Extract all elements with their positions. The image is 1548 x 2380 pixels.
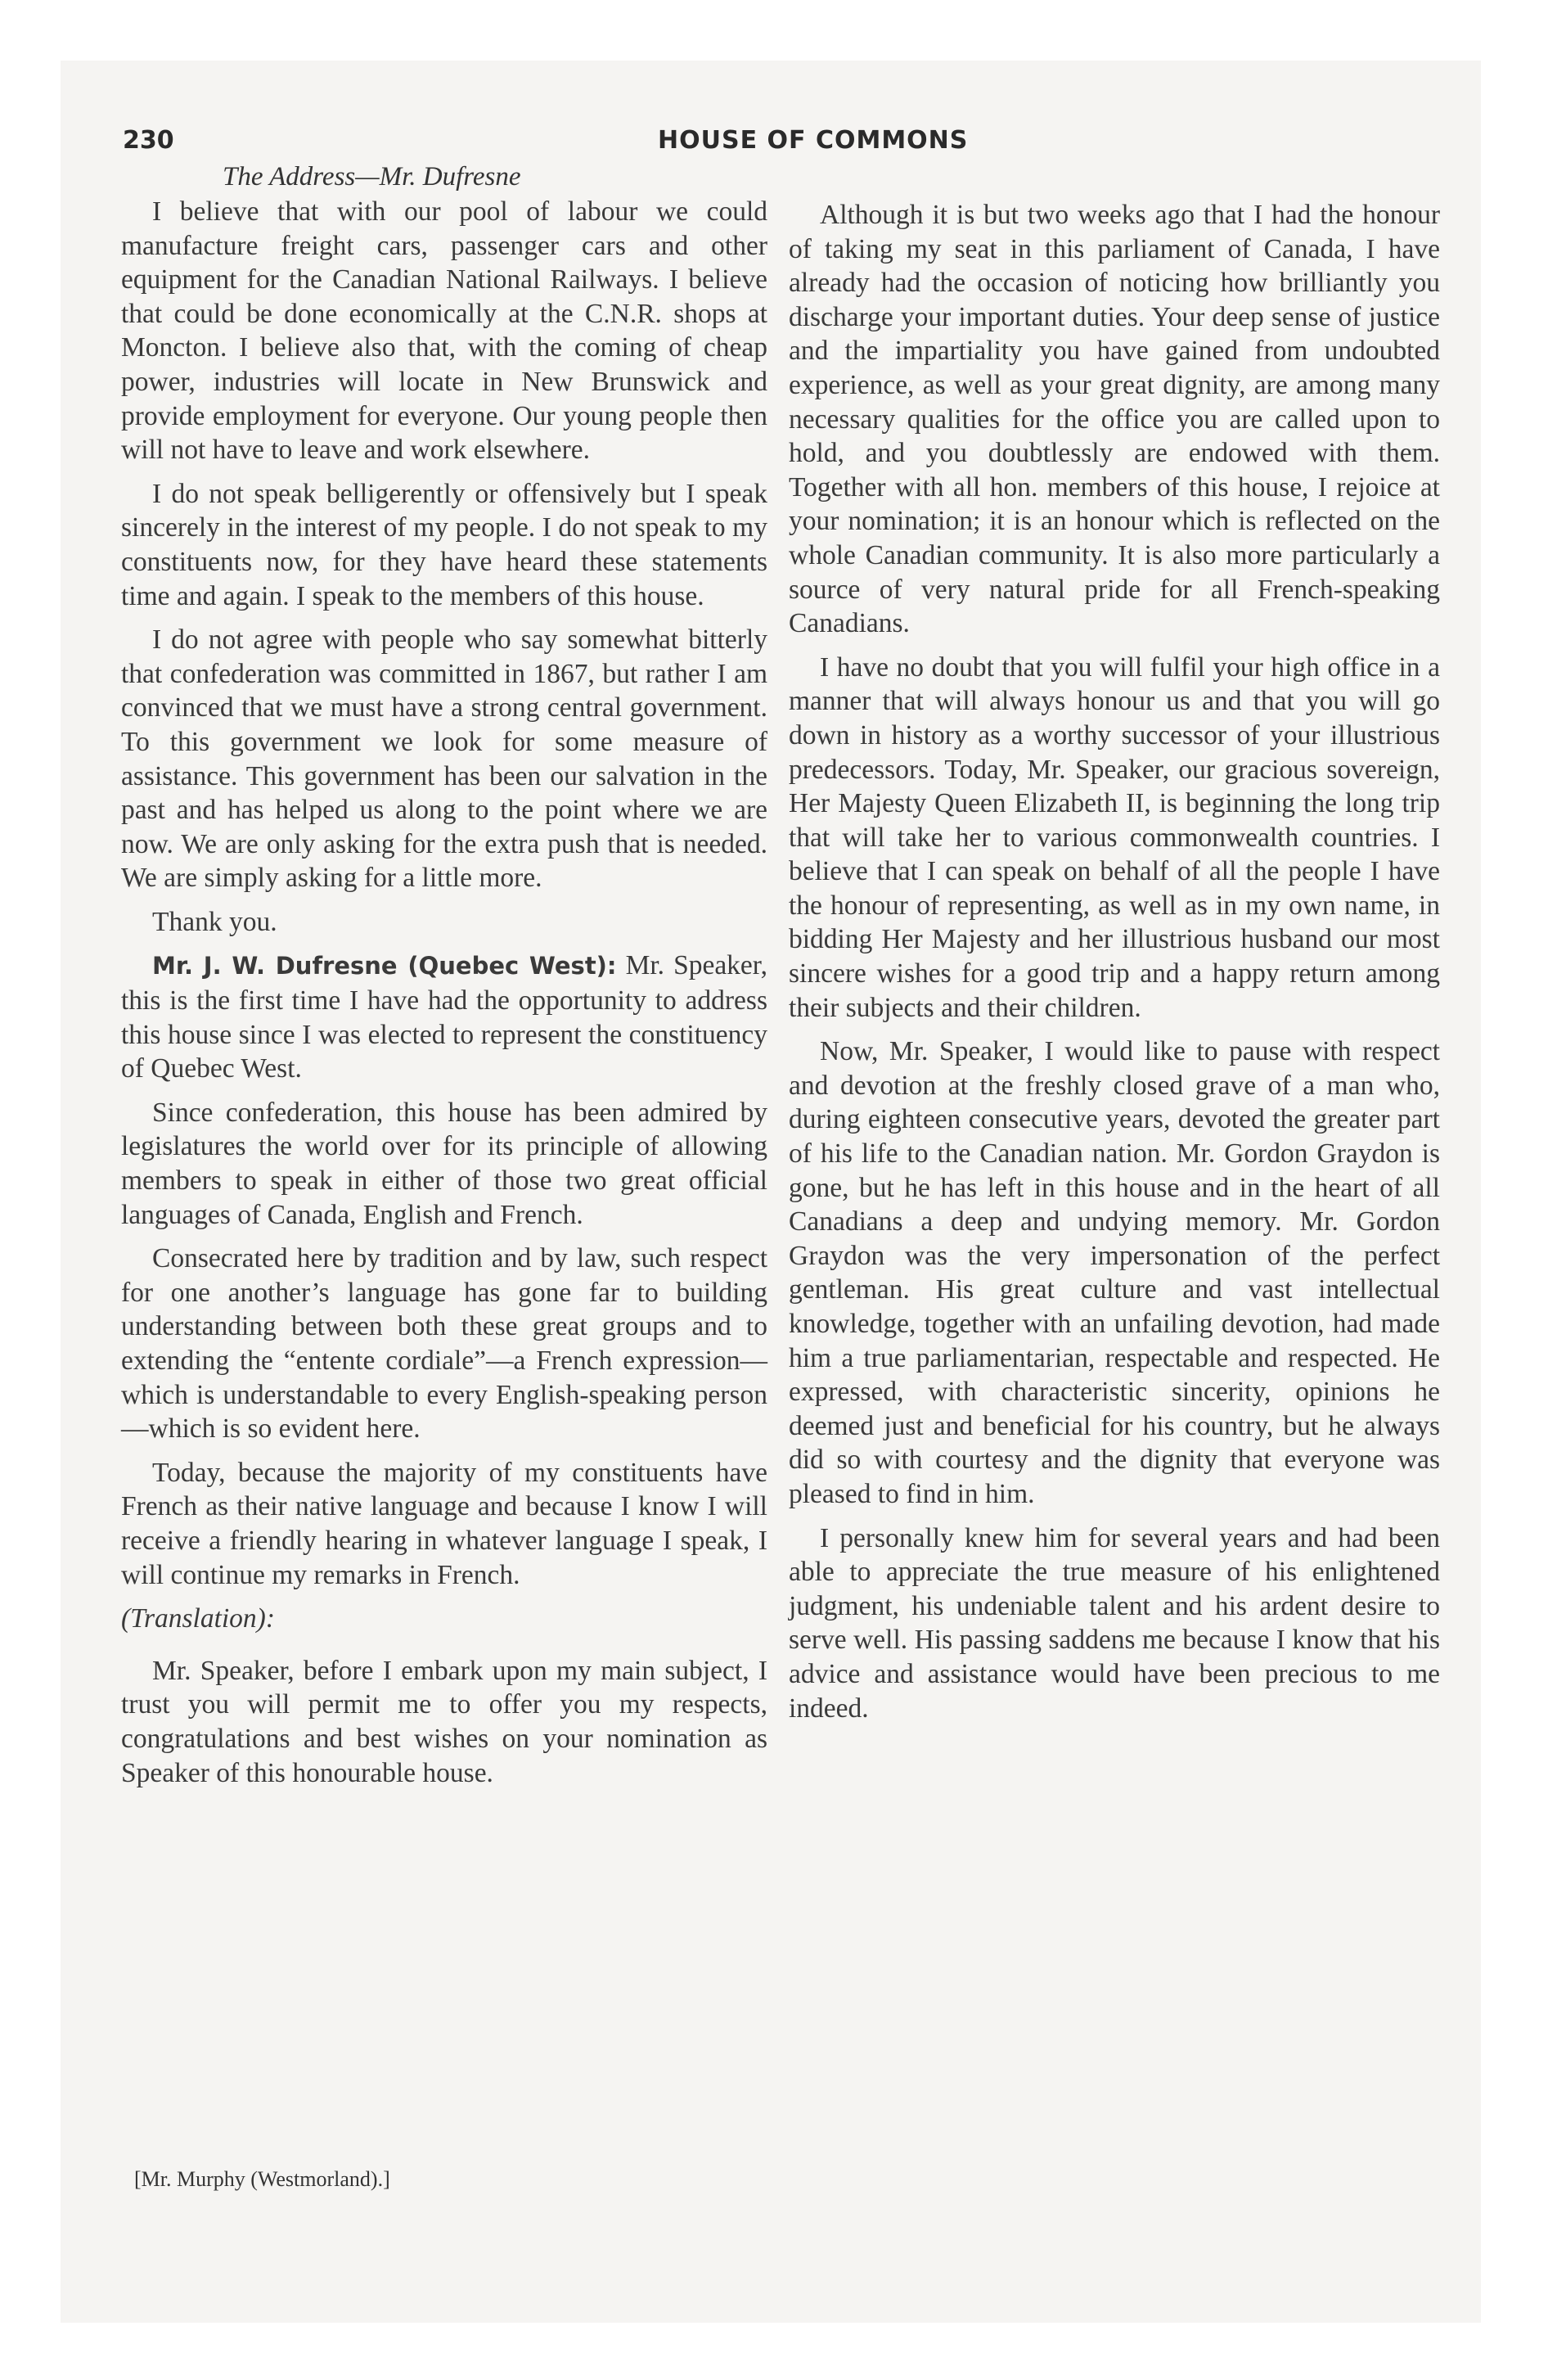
page-header: [123, 126, 1424, 167]
paragraph: Although it is but two weeks ago that I had the honour of taking my seat in this parliament of Canada, I have already had the occasion of noticing how brilliantly you discharge your important duties. Your deep sense of justice and the impartiality you have gained from undoubted experience, as well as your great dignity, are among many necessary qualities for the office you are called upon to hold, and you doubtlessly are endowed with them. Together with all hon. members of this house, I rejoice at your nomination; it is an honour which is reflected on the whole Canadian community. It is also more particularly a source of very natural pride for all French-speaking Canadians.: [789, 200, 1440, 639]
paragraph: Mr. Speaker, before I embark upon my main subject, I trust you will permit me to offer you my respects, congratulations and best wishes on your nomination as Speaker of this honourable house.: [121, 1655, 767, 1788]
running-head: HOUSE OF COMMONS: [658, 126, 969, 155]
section-subhead: The Address—Mr. Dufresne: [223, 162, 521, 192]
page-number: 230: [123, 126, 174, 155]
paragraph: Since confederation, this house has been admired by legislatures the world over for its principle of allowing members to speak in either of those two great official languages of Canada, English and French.: [121, 1097, 767, 1230]
paragraph: I believe that with our pool of labour we could manufacture freight cars, passenger cars and other equipment for the Canadian National Railways. I believe that could be done economically at the C.N.R. shops at Moncton. I believe also that, with the coming of cheap power, industries will locate in New Brunswick and provide employment for everyone. Our young people then will not have to leave and work elsewhere.: [121, 196, 767, 466]
paragraph: Thank you.: [152, 906, 277, 937]
paragraph: Today, because the majority of my constituents have French as their native language and because I know I will receive a friendly hearing in whatever language I speak, I will continue my remarks in French.: [121, 1457, 767, 1590]
paragraph: I do not speak belligerently or offensively but I speak sincerely in the interest of my people. I do not speak to my constituents now, for they have heard these statements time and again. I speak to the members of this house.: [121, 478, 767, 611]
translation-note: (Translation):: [121, 1603, 275, 1634]
paragraph: Consecrated here by tradition and by law, such respect for one another’s language has gone far to building understanding between both these great groups and to extending the “entente cordiale”—a French expression—which is understandable to every English-speaking person—which is so evident here.: [121, 1243, 767, 1445]
footer-speaker-tag: [Mr. Murphy (Westmorland).]: [134, 2167, 390, 2191]
document-page: [61, 61, 1481, 2323]
speaker-name: Mr. J. W. Dufresne (Quebec West):: [152, 952, 617, 980]
paragraph: I do not agree with people who say somewhat bitterly that confederation was committed in 1867, but rather I am convinced that we must have a strong central government. To this government we look for some measure of assistance. This government has been our salvation in the past and has helped us along to the point where we are now. We are only asking for the extra push that is needed. We are simply asking for a little more.: [121, 624, 767, 894]
right-column: [789, 198, 1440, 1735]
speaker-text: Mr. Speaker, this is the first time I have had the opportunity to address this house since I was elected to represent the constituency of Quebec West.: [121, 950, 767, 1084]
paragraph: Now, Mr. Speaker, I would like to pause with respect and devotion at the freshly closed grave of a man who, during eighteen consecutive years, devoted the greater part of his life to the Canadian nation. Mr. Gordon Graydon is gone, but he has left in this house and in the heart of all Canadians a deep and undying memory. Mr. Gordon Graydon was the very impersonation of the perfect gentleman. His great culture and vast intellectual knowledge, together with an unfailing devotion, had made him a true parliamentarian, respectable and respected. He expressed, with characteristic sincerity, opinions he deemed just and beneficial for his country, but he always did so with courtesy and the dignity that everyone was pleased to find in him.: [789, 1036, 1440, 1509]
paragraph: I have no doubt that you will fulfil your high office in a manner that will always honour us and that you will go down in history as a worthy successor of your illustrious predecessors. Today, Mr. Speaker, our gracious sovereign, Her Majesty Queen Elizabeth II, is beginning the long trip that will take her to various commonwealth countries. I believe that I can speak on behalf of all the people I have the honour of representing, as well as in my own name, in bidding Her Majesty and her illustrious husband our most sincere wishes for a good trip and a happy return among their subjects and their children.: [789, 651, 1440, 1023]
left-column: [121, 195, 767, 1800]
paragraph: I personally knew him for several years and had been able to appreciate the true measure of his enlightened judgment, his undeniable talent and his ardent desire to serve well. His passing saddens me because I know that his advice and assistance would have been precious to me indeed.: [789, 1522, 1440, 1724]
speaker-paragraph: [121, 949, 767, 1085]
